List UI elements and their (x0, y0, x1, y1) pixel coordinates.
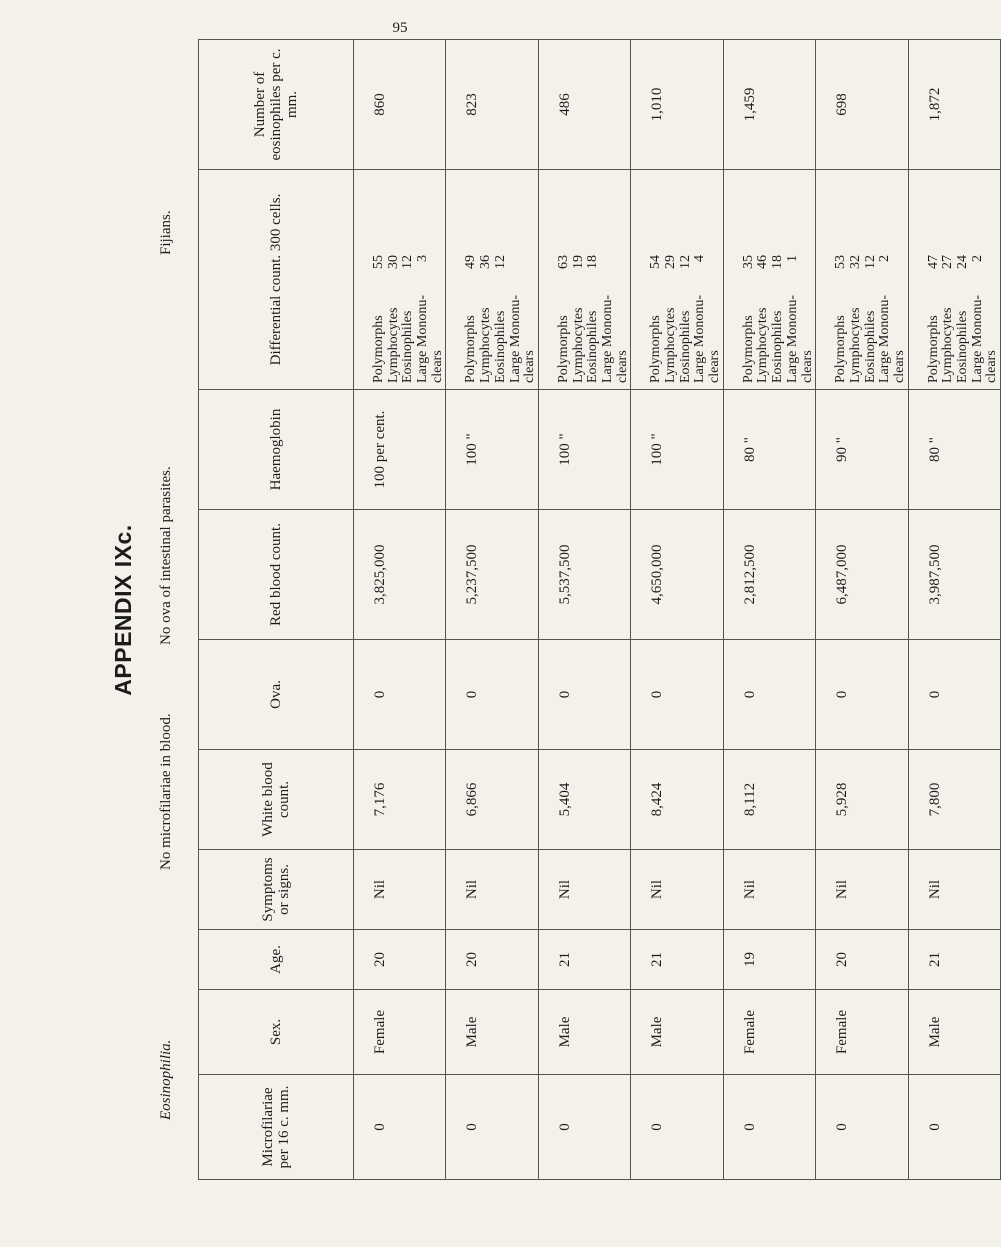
cell-eosinophiles: 823 (446, 40, 538, 170)
cell-age: 20 (446, 930, 538, 990)
diff-value: 36 (478, 255, 494, 269)
cell-symptoms: Nil (354, 850, 446, 930)
cell-rbc: 2,812,500 (723, 510, 815, 640)
diff-label: Lymphocytes (847, 307, 863, 383)
diff-label: Lymphocytes (570, 307, 586, 383)
cell-microfilariae: 0 (631, 1075, 723, 1180)
cell-microfilariae: 0 (723, 1075, 815, 1180)
diff-value: 2 (969, 255, 985, 262)
caption-no-microfilariae: No microfilariae in blood. (158, 713, 174, 870)
diff-label: Polymorphs (463, 315, 479, 383)
diff-value: 12 (492, 255, 508, 269)
diff-label: Polymorphs (371, 315, 386, 383)
diff-label: clears (799, 350, 815, 383)
table-row (538, 40, 630, 1180)
cell-symptoms: Nil (538, 850, 630, 930)
diff-value: 12 (677, 255, 693, 269)
header-age: Age. (199, 930, 354, 990)
diff-label: Polymorphs (740, 315, 756, 383)
table-row (354, 40, 446, 1180)
diff-value: 19 (570, 255, 586, 269)
header-eosinophiles: Number of eosinophiles per c. mm. (199, 40, 354, 170)
diff-value: 54 (648, 255, 664, 269)
diff-label: clears (429, 350, 445, 383)
diff-label: Eosinophiles (400, 310, 416, 383)
diff-value: 30 (385, 255, 401, 269)
diff-label: clears (522, 350, 538, 383)
cell-rbc: 5,237,500 (446, 510, 538, 640)
diff-value: 12 (400, 255, 416, 269)
diff-value (509, 255, 524, 277)
rotated-table-canvas (110, 40, 1000, 1180)
diff-label: clears (891, 350, 907, 383)
cell-eosinophiles: 860 (354, 40, 446, 170)
cell-rbc: 6,487,000 (816, 510, 908, 640)
diff-value: 1 (784, 255, 800, 262)
cell-wbc: 8,112 (723, 750, 815, 850)
diff-label: Large Mononu- (877, 295, 893, 383)
diff-label: Polymorphs (555, 315, 571, 383)
diff-value (601, 255, 616, 277)
cell-wbc: 7,800 (908, 750, 1000, 850)
cell-sex: Male (908, 990, 1000, 1075)
diff-value: 29 (663, 255, 678, 269)
cell-haemoglobin: 90 " (816, 390, 908, 510)
cell-age: 20 (816, 930, 908, 990)
cell-ova: 0 (908, 640, 1000, 750)
cell-ova: 0 (631, 640, 723, 750)
cell-eosinophiles: 698 (816, 40, 908, 170)
cell-differential (723, 170, 815, 390)
cell-microfilariae: 0 (816, 1075, 908, 1180)
diff-label: clears (614, 350, 630, 383)
cell-sex: Female (723, 990, 815, 1075)
cell-differential (538, 170, 630, 390)
cell-sex: Male (538, 990, 630, 1075)
diff-label: Large Mononu- (507, 295, 523, 383)
diff-value: 46 (755, 255, 771, 269)
cell-rbc: 3,987,500 (908, 510, 1000, 640)
cell-haemoglobin: 100 " (631, 390, 723, 510)
caption-fijians: Fijians. (158, 210, 174, 255)
cell-rbc: 5,537,500 (538, 510, 630, 640)
cell-differential (908, 170, 1000, 390)
diff-label: Large Mononu- (969, 295, 985, 383)
diff-label: Lymphocytes (755, 307, 771, 383)
diff-value: 27 (940, 255, 956, 269)
diff-label: Lymphocytes (478, 307, 494, 383)
header-differential: Differential count. 300 cells. (199, 170, 354, 390)
table-row (723, 40, 815, 1180)
caption-no-ova: No ova of intestinal parasites. (158, 466, 174, 645)
cell-differential (354, 170, 446, 390)
cell-eosinophiles: 1,459 (723, 40, 815, 170)
cell-symptoms: Nil (446, 850, 538, 930)
cell-sex: Female (354, 990, 446, 1075)
diff-label: Lymphocytes (385, 307, 401, 383)
diff-label: Eosinophiles (677, 310, 693, 383)
cell-symptoms: Nil (723, 850, 815, 930)
diff-value: 18 (585, 255, 601, 269)
cell-ova: 0 (446, 640, 538, 750)
cell-ova: 0 (538, 640, 630, 750)
cell-age: 20 (354, 930, 446, 990)
diff-label: clears (707, 350, 723, 383)
cell-age: 21 (538, 930, 630, 990)
diff-label: Eosinophiles (770, 310, 786, 383)
cell-wbc: 8,424 (631, 750, 723, 850)
cell-ova: 0 (816, 640, 908, 750)
diff-value: 63 (555, 255, 571, 269)
cell-eosinophiles: 1,872 (908, 40, 1000, 170)
cell-microfilariae: 0 (538, 1075, 630, 1180)
diff-label: Large Mononu- (692, 295, 708, 383)
diff-label: Eosinophiles (955, 310, 970, 383)
diff-label: clears (984, 350, 1000, 383)
diff-label: Large Mononu- (415, 295, 431, 383)
cell-eosinophiles: 486 (538, 40, 630, 170)
cell-differential (816, 170, 908, 390)
cell-age: 21 (631, 930, 723, 990)
diff-value: 2 (877, 255, 893, 262)
header-sex: Sex. (199, 990, 354, 1075)
cell-age: 21 (908, 930, 1000, 990)
cell-eosinophiles: 1,010 (631, 40, 723, 170)
data-table (198, 39, 1001, 1180)
header-microfilariae: Microfilariae per 16 c. mm. (199, 1075, 354, 1180)
cell-wbc: 5,404 (538, 750, 630, 850)
cell-sex: Female (816, 990, 908, 1075)
header-symptoms: Symptoms or signs. (199, 850, 354, 930)
cell-sex: Male (631, 990, 723, 1075)
table-row (631, 40, 723, 1180)
cell-haemoglobin: 80 " (908, 390, 1000, 510)
diff-label: Lymphocytes (940, 307, 956, 383)
table-row (816, 40, 908, 1180)
cell-symptoms: Nil (631, 850, 723, 930)
cell-sex: Male (446, 990, 538, 1075)
diff-value: 3 (415, 255, 431, 262)
diff-label: Lymphocytes (663, 307, 678, 383)
cell-age: 19 (723, 930, 815, 990)
diff-value: 24 (955, 255, 970, 269)
cell-microfilariae: 0 (446, 1075, 538, 1180)
header-wbc: White blood count. (199, 750, 354, 850)
cell-haemoglobin: 100 " (446, 390, 538, 510)
appendix-title: APPENDIX IXc. (110, 524, 136, 696)
diff-label: Polymorphs (925, 315, 941, 383)
diff-label: Eosinophiles (585, 310, 601, 383)
cell-wbc: 7,176 (354, 750, 446, 850)
cell-wbc: 6,866 (446, 750, 538, 850)
diff-value: 4 (692, 255, 708, 262)
header-haemoglobin: Haemoglobin (199, 390, 354, 510)
diff-label: Eosinophiles (862, 310, 878, 383)
cell-wbc: 5,928 (816, 750, 908, 850)
page-number: 95 (392, 20, 408, 36)
header-rbc: Red blood count. (199, 510, 354, 640)
cell-rbc: 4,650,000 (631, 510, 723, 640)
cell-haemoglobin: 100 " (538, 390, 630, 510)
diff-label: Polymorphs (648, 315, 664, 383)
diff-label: Large Mononu- (599, 295, 615, 383)
diff-value: 53 (833, 255, 849, 269)
diff-label: Large Mononu- (784, 295, 800, 383)
diff-label: Eosinophiles (492, 310, 508, 383)
diff-value: 47 (925, 255, 941, 269)
cell-symptoms: Nil (908, 850, 1000, 930)
diff-label: Polymorphs (833, 315, 849, 383)
cell-differential (631, 170, 723, 390)
cell-ova: 0 (723, 640, 815, 750)
cell-symptoms: Nil (816, 850, 908, 930)
cell-rbc: 3,825,000 (354, 510, 446, 640)
table-row (908, 40, 1000, 1180)
cell-haemoglobin: 80 " (723, 390, 815, 510)
cell-microfilariae: 0 (908, 1075, 1000, 1180)
header-row (199, 40, 354, 1180)
diff-value: 18 (770, 255, 786, 269)
diff-value: 12 (862, 255, 878, 269)
cell-differential (446, 170, 538, 390)
diff-value: 32 (847, 255, 863, 269)
header-ova: Ova. (199, 640, 354, 750)
cell-microfilariae: 0 (354, 1075, 446, 1180)
table-row (446, 40, 538, 1180)
diff-value: 55 (371, 255, 386, 269)
caption-eosinophilia: Eosinophilia. (158, 1039, 174, 1120)
cell-ova: 0 (354, 640, 446, 750)
cell-haemoglobin: 100 per cent. (354, 390, 446, 510)
diff-value: 49 (463, 255, 479, 269)
diff-value: 35 (740, 255, 756, 269)
